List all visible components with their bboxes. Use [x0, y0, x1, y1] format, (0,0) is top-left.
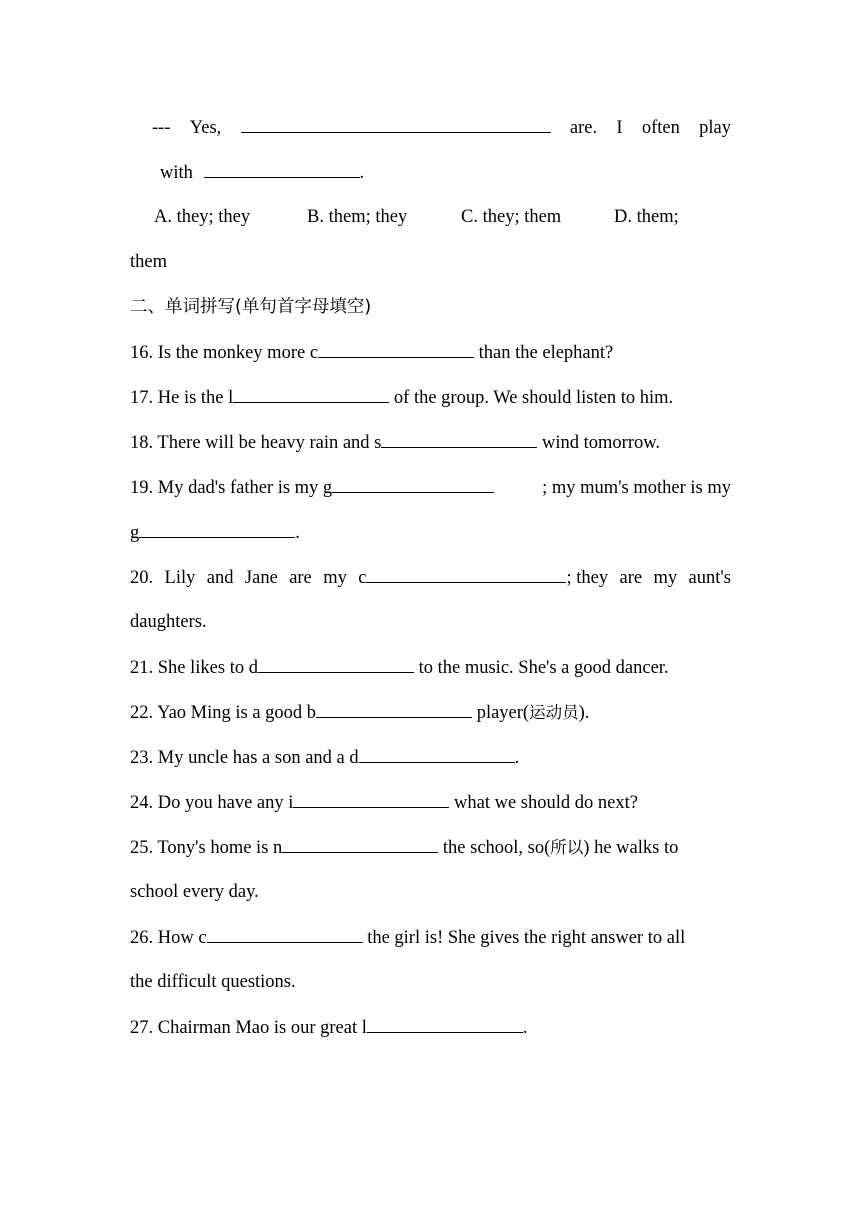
q20-after: ; they	[566, 568, 609, 588]
q20-word: aunt's	[688, 568, 731, 588]
question-26-line-2: the difficult questions.	[130, 972, 296, 992]
q22-text-after: player(	[472, 703, 530, 723]
question-25-line-2: school every day.	[130, 882, 259, 902]
q15-dashes: ---	[152, 118, 171, 138]
q16-text-after: than the elephant?	[474, 343, 614, 363]
q19-period: .	[295, 523, 300, 543]
q23-text: 23. My uncle has a son and a d	[130, 748, 359, 768]
question-20-line-2: daughters.	[130, 612, 207, 632]
q20-word: Lily	[164, 568, 196, 588]
q20-word: are	[619, 568, 643, 588]
q18-text-after: wind tomorrow.	[537, 433, 661, 453]
question-18	[130, 429, 731, 455]
q20-word: and	[206, 568, 234, 588]
q16-text: 16. Is the monkey more c	[130, 343, 319, 363]
q24-blank[interactable]	[293, 789, 449, 808]
q26-text: 26. How c	[130, 928, 207, 948]
q22-text: 22. Yao Ming is a good b	[130, 703, 317, 723]
q17-text: 17. He is the l	[130, 388, 234, 408]
question-22	[130, 699, 731, 725]
q20-word: my	[653, 568, 678, 588]
q15-blank-2[interactable]	[204, 159, 360, 178]
q15-answer-line-2	[160, 159, 761, 185]
q15-options	[0, 204, 860, 230]
q15-word-are: are.	[569, 118, 598, 138]
section-title: 二、单词拼写(单句首字母填空)	[130, 297, 372, 317]
option-d-continuation	[130, 249, 731, 275]
question-19-line-2	[130, 519, 731, 545]
q19-blank-1[interactable]	[332, 474, 494, 493]
q19-text-after: ; my mum's mother is my	[542, 478, 731, 498]
option-a[interactable]: A. they; they	[154, 207, 251, 227]
question-17	[130, 384, 731, 410]
question-25	[130, 834, 731, 860]
q17-text-after: of the group. We should listen to him.	[389, 388, 674, 408]
question-20	[130, 564, 731, 590]
q18-blank[interactable]	[381, 429, 537, 448]
q16-blank[interactable]	[318, 339, 474, 358]
question-26	[130, 924, 731, 950]
q21-text: 21. She likes to d	[130, 658, 258, 678]
option-d[interactable]: D. them;	[614, 207, 679, 227]
question-16	[130, 339, 731, 365]
q25-text-after: the school, so(	[438, 838, 551, 858]
q25-text: 25. Tony's home is n	[130, 838, 283, 858]
option-c[interactable]: C. they; them	[461, 207, 562, 227]
question-24	[130, 789, 731, 815]
q18-text: 18. There will be heavy rain and s	[130, 433, 382, 453]
q23-blank[interactable]	[359, 744, 515, 763]
q15-period: .	[359, 163, 365, 183]
q15-blank-1[interactable]	[241, 114, 551, 133]
q25-blank[interactable]	[282, 834, 438, 853]
q26-text-after: the girl is! She gives the right answer to all	[362, 928, 686, 948]
q26-blank[interactable]	[207, 924, 363, 943]
option-d-text-cont: them	[130, 252, 167, 272]
q20-blank[interactable]	[366, 564, 566, 583]
q21-blank[interactable]	[258, 654, 414, 673]
question-19	[130, 474, 731, 500]
question-23	[130, 744, 731, 770]
q20-blank-group	[358, 564, 608, 591]
question-21	[130, 654, 731, 680]
q25-text-end: ) he walks to	[583, 838, 679, 858]
q20-word: are	[289, 568, 312, 588]
q21-text-after: to the music. She's a good dancer.	[413, 658, 669, 678]
q25-chinese-hint: 所以	[550, 838, 584, 857]
q23-period: .	[514, 748, 520, 768]
q22-blank[interactable]	[316, 699, 472, 718]
q15-word-i: I	[616, 118, 623, 138]
q22-chinese-hint: 运动员	[529, 703, 579, 722]
q17-blank[interactable]	[233, 384, 389, 403]
q27-blank[interactable]	[367, 1014, 523, 1033]
q20-letter: c	[358, 568, 367, 588]
q27-text: 27. Chairman Mao is our great l	[130, 1018, 367, 1038]
q15-yes: Yes,	[189, 118, 222, 138]
q15-word-often: often	[641, 118, 680, 138]
q24-text: 24. Do you have any i	[130, 793, 294, 813]
q20-word: my	[323, 568, 347, 588]
q20-number: 20.	[130, 568, 154, 588]
q27-period: .	[522, 1018, 528, 1038]
q19-text: 19. My dad's father is my g	[130, 478, 333, 498]
q15-word-play: play	[699, 118, 731, 138]
q24-text-after: what we should do next?	[449, 793, 638, 813]
q22-text-end: ).	[578, 703, 590, 723]
q20-word: Jane	[244, 568, 278, 588]
q15-with: with	[160, 163, 193, 183]
q19-letter: g	[130, 523, 140, 543]
question-27	[130, 1014, 731, 1040]
option-b[interactable]: B. them; they	[307, 207, 408, 227]
q15-answer-line	[152, 114, 731, 140]
q19-blank-2[interactable]	[139, 519, 295, 538]
q19-lead	[130, 474, 494, 501]
